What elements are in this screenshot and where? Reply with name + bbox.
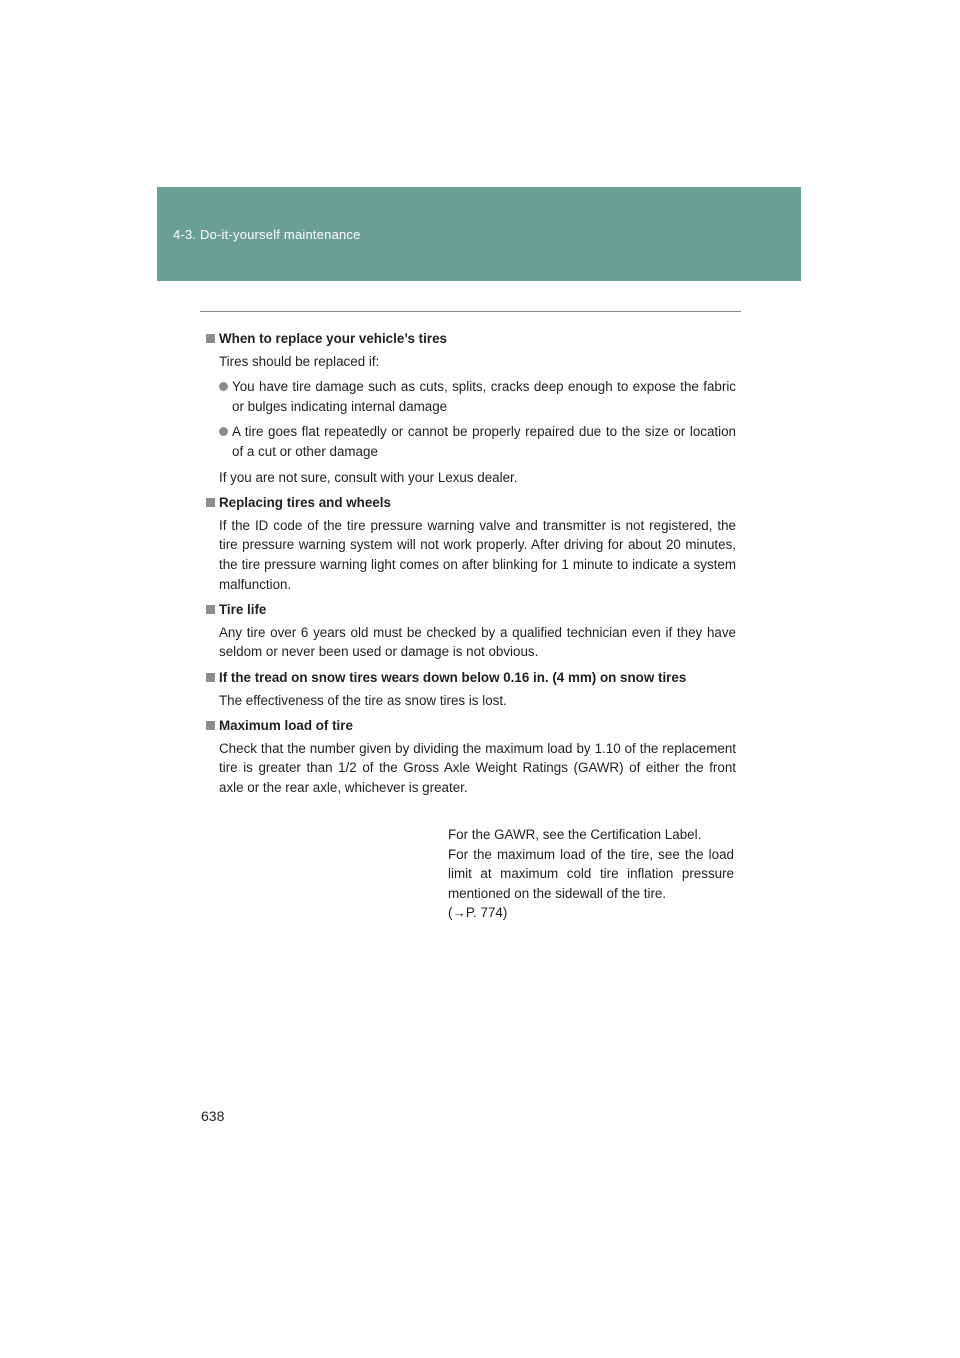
note-line: For the GAWR, see the Certification Label. [448,827,702,842]
page-number: 638 [201,1108,225,1124]
section-snow-tires [206,668,736,710]
section-body: If the ID code of the tire pressure warning valve and transmitter is not registered, the tire pressure warning system will not work properly. After driving for about 20 minutes, the tire pressure warning light comes on after blinking for 1 minute to indicate a system malfunction. [219,517,736,592]
section-body: Any tire over 6 years old must be checked by a qualified technician even if they have seldom or never been used or damage is not obvious. [219,624,736,660]
note-line: For the maximum load of the tire, see the load limit at maximum cold tire inflation pressure mentioned on the sidewall of the tire. [448,846,734,901]
section-heading: Replacing tires and wheels [219,495,391,511]
main-content [206,329,736,803]
page-reference: (→P. 774) [448,905,508,921]
square-bullet-icon [206,334,215,343]
section-heading: If the tread on snow tires wears down below 0.16 in. (4 mm) on snow tires [219,669,687,685]
section-heading: Maximum load of tire [219,718,353,734]
section-title: 4-3. Do-it-yourself maintenance [173,227,361,242]
square-bullet-icon [206,498,215,507]
section-body: Check that the number given by dividing the maximum load by 1.10 of the replacement tire is greater than 1/2 of the Gross Axle Weight Ratings (GAWR) of either the front axle or the rear axle, whichever is greater. [219,740,736,795]
section-intro: Tires should be replaced if: [219,353,380,369]
header-band [157,187,801,281]
section-heading: Tire life [219,602,267,618]
section-outro: If you are not sure, consult with your Lexus dealer. [219,469,518,485]
round-bullet-icon [219,427,228,436]
square-bullet-icon [206,673,215,682]
side-note [448,825,734,923]
section-replacing-tires [206,493,736,594]
list-item: You have tire damage such as cuts, splits, cracks deep enough to expose the fabric or bulges indicating internal damage [206,377,736,416]
list-item: A tire goes flat repeatedly or cannot be properly repaired due to the size or location of a cut or other damage [206,422,736,461]
section-heading: When to replace your vehicle’s tires [219,331,447,346]
round-bullet-icon [219,382,228,391]
section-when-to-replace [206,329,736,487]
square-bullet-icon [206,721,215,730]
section-tire-life [206,600,736,662]
divider [200,311,741,312]
square-bullet-icon [206,605,215,614]
section-body: The effectiveness of the tire as snow tires is lost. [219,692,507,708]
section-maximum-load [206,716,736,797]
